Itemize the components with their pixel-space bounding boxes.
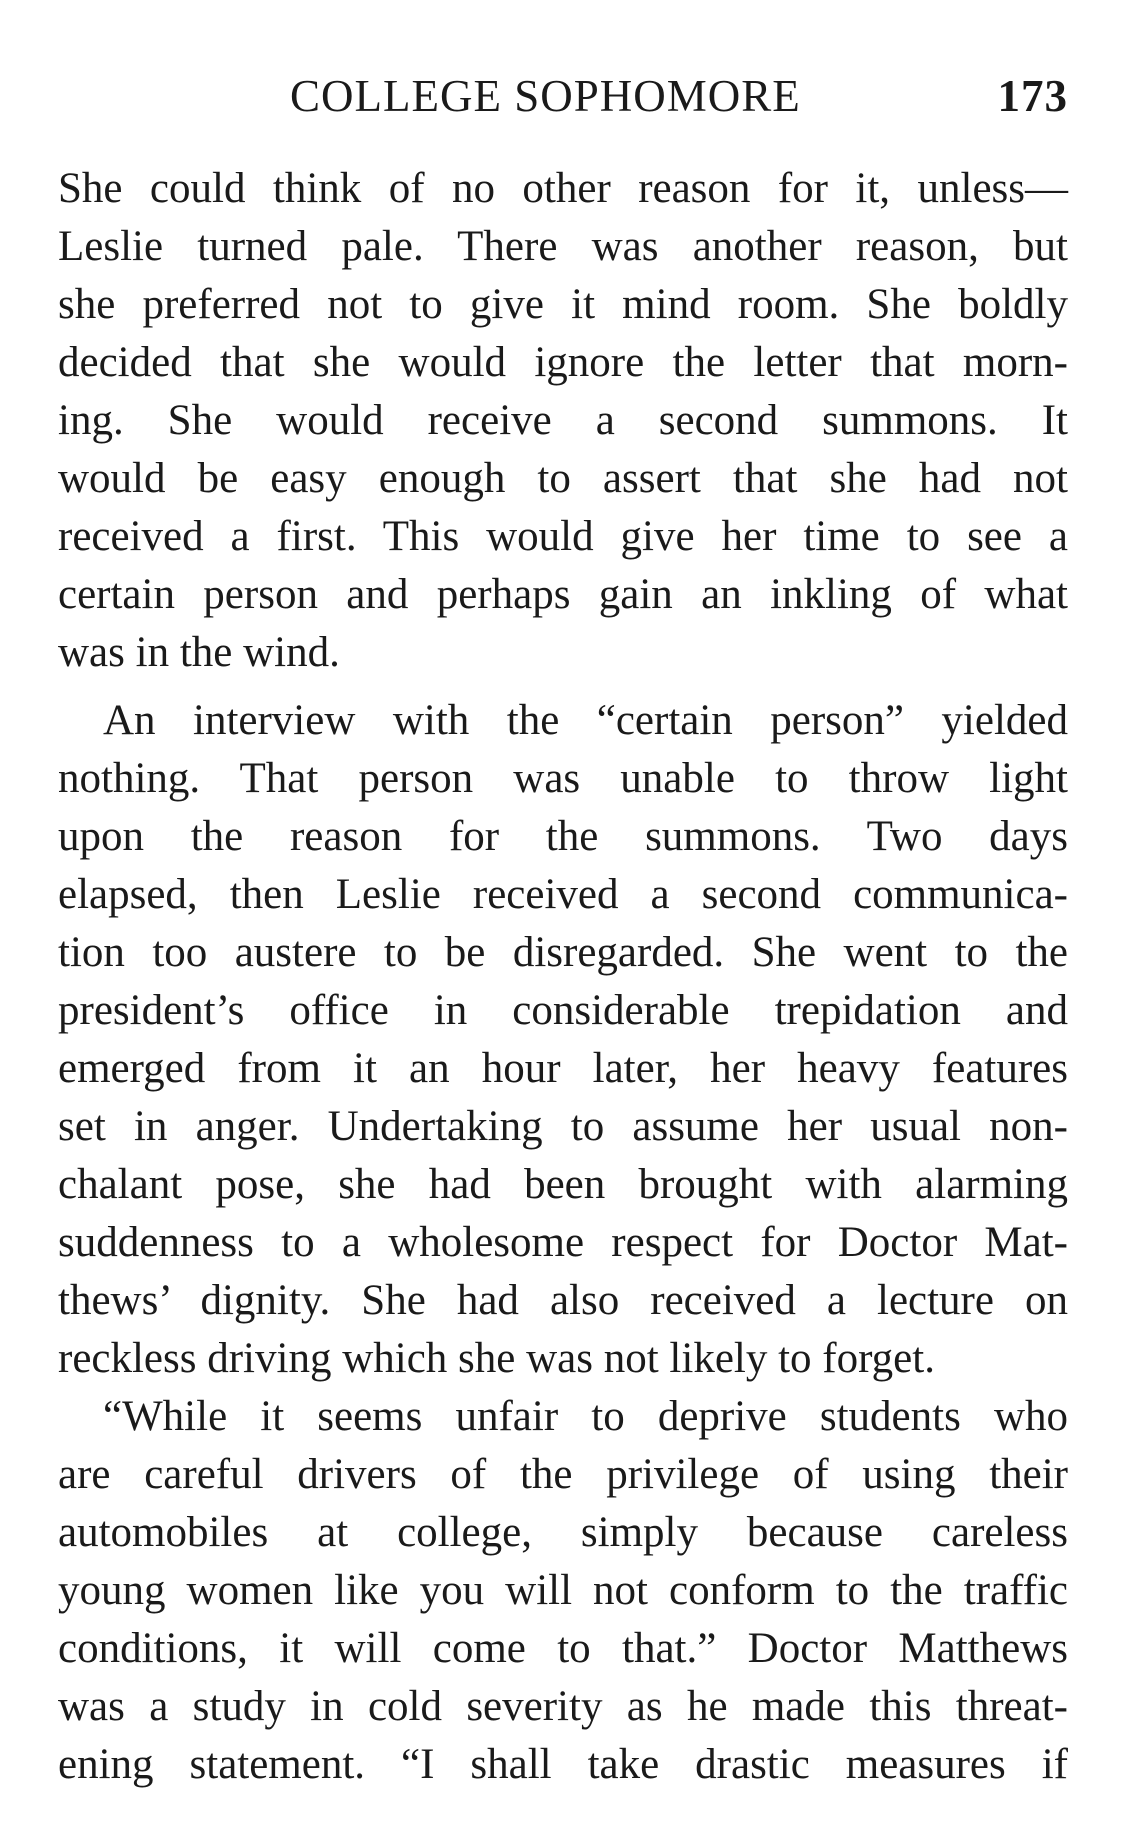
text-line: upon the reason for the summons. Two days bbox=[58, 813, 1068, 860]
text-line: She could think of no other reason for it, unless— bbox=[58, 165, 1068, 212]
text-line: would be easy enough to assert that she had not bbox=[58, 455, 1068, 502]
paragraph bbox=[58, 160, 1068, 682]
text-line: emerged from it an hour later, her heavy features bbox=[58, 1045, 1068, 1092]
running-head bbox=[58, 66, 1068, 126]
text-line: set in anger. Undertaking to assume her usual non- bbox=[58, 1103, 1068, 1150]
text-line: chalant pose, she had been brought with alarming bbox=[58, 1161, 1068, 1208]
body-text bbox=[58, 160, 1068, 1794]
text-line: tion too austere to be disregarded. She went to the bbox=[58, 929, 1068, 976]
text-line: automobiles at college, simply because careless bbox=[58, 1509, 1068, 1556]
text-line: nothing. That person was unable to throw light bbox=[58, 755, 1068, 802]
text-line: president’s office in considerable trepidation and bbox=[58, 987, 1068, 1034]
running-title: COLLEGE SOPHOMORE bbox=[290, 71, 801, 121]
text-line: she preferred not to give it mind room. She boldly bbox=[58, 281, 1068, 328]
text-line: was in the wind. bbox=[58, 629, 340, 676]
text-line: ing. She would receive a second summons. It bbox=[58, 397, 1068, 444]
text-line: certain person and perhaps gain an inkling of what bbox=[58, 571, 1068, 618]
text-line: thews’ dignity. She had also received a lecture on bbox=[58, 1277, 1068, 1324]
text-line: elapsed, then Leslie received a second communica- bbox=[58, 871, 1068, 918]
text-line: An interview with the “certain person” yielded bbox=[103, 697, 1068, 744]
text-line: received a first. This would give her time to see a bbox=[58, 513, 1068, 560]
text-line: are careful drivers of the privilege of using their bbox=[58, 1451, 1068, 1498]
text-line: decided that she would ignore the letter that morn- bbox=[58, 339, 1068, 386]
paragraph bbox=[58, 1388, 1068, 1794]
text-line: young women like you will not conform to the traffic bbox=[58, 1567, 1068, 1614]
text-line: was a study in cold severity as he made this threat- bbox=[58, 1683, 1068, 1730]
text-line: suddenness to a wholesome respect for Doctor Mat- bbox=[58, 1219, 1068, 1266]
text-line: reckless driving which she was not likely to forget. bbox=[58, 1335, 935, 1382]
paragraph bbox=[58, 692, 1068, 1388]
page-number: 173 bbox=[997, 71, 1068, 121]
text-line: Leslie turned pale. There was another reason, but bbox=[58, 223, 1068, 270]
text-line: “While it seems unfair to deprive students who bbox=[103, 1393, 1068, 1440]
text-line: ening statement. “I shall take drastic measures if bbox=[58, 1741, 1068, 1788]
text-line: conditions, it will come to that.” Doctor Matthews bbox=[58, 1625, 1068, 1672]
